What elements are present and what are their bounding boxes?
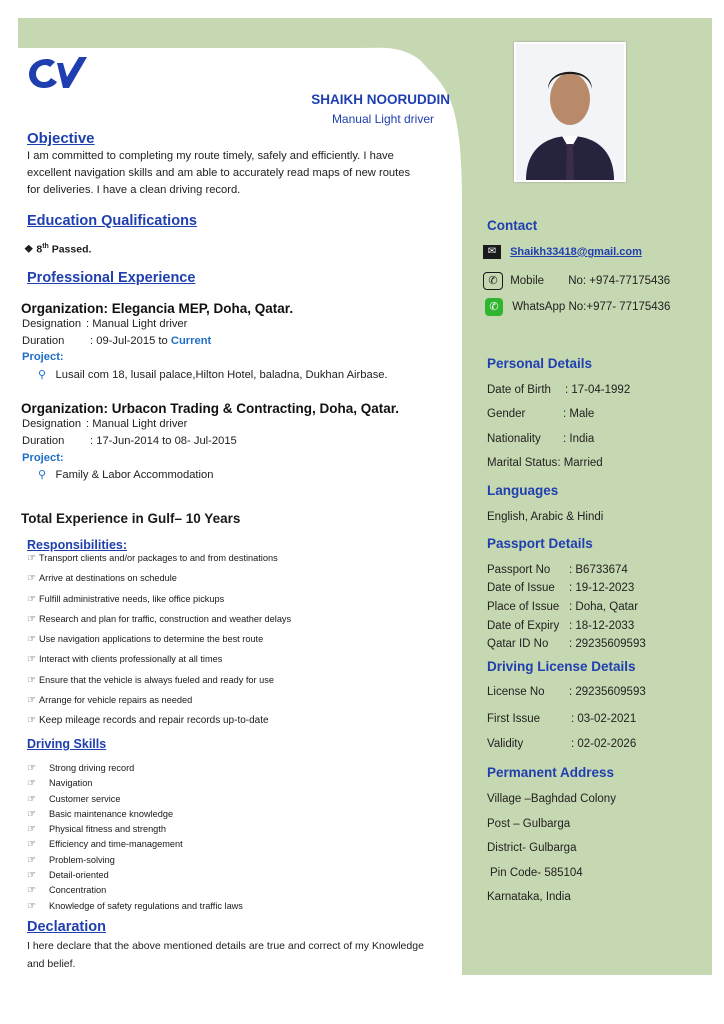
license-row: First Issue : 03-02-2021 (487, 713, 637, 725)
declaration-heading: Declaration (27, 919, 106, 935)
person-silhouette-icon (516, 44, 624, 180)
project-label: Project: (22, 351, 64, 363)
hand-pointer-icon: ☞ (27, 654, 36, 666)
experience-heading: Professional Experience (27, 270, 196, 286)
designation-row: Designation : Manual Light driver (22, 318, 188, 330)
list-item: ☞ Keep mileage records and repair records up-to-date (27, 715, 269, 727)
hand-pointer-icon: ☞ (27, 793, 36, 805)
duration-row: Duration : 09-Jul-2015 to Current (22, 335, 212, 347)
license-row: License No : 29235609593 (487, 686, 646, 698)
list-item: ☞ Transport clients and/or packages to and from destinations (27, 553, 278, 564)
list-item: ☞ Customer service (27, 793, 121, 805)
whatsapp-icon: ✆ (485, 298, 503, 316)
list-item: ☞ Arrange for vehicle repairs as needed (27, 695, 193, 707)
list-item: ☞ Ensure that the vehicle is always fueled and ready for use (27, 674, 274, 686)
whatsapp-row: ✆ WhatsApp No:+977- 77175436 (485, 298, 670, 316)
pin-icon: ⚲ (38, 469, 47, 481)
declaration-line: I here declare that the above mentioned details are true and correct of my Knowledge (27, 940, 424, 952)
hand-pointer-icon: ☞ (27, 839, 36, 851)
email-link[interactable]: Shaikh33418@gmail.com (510, 245, 642, 258)
address-heading: Permanent Address (487, 765, 615, 780)
job-title: Manual Light driver (331, 112, 434, 126)
designation-row: Designation : Manual Light driver (22, 418, 188, 430)
hand-pointer-icon: ☞ (27, 613, 36, 625)
organization-title: Organization: Urbacon Trading & Contracting, Doha, Qatar. (21, 401, 400, 416)
profile-photo (514, 42, 626, 182)
list-item: ☞ Physical fitness and strength (27, 824, 166, 836)
personal-heading: Personal Details (487, 356, 593, 371)
address-line: Post – Gulbarga (487, 818, 571, 830)
mobile-row: ✆ Mobile No: +974-77175436 (483, 272, 670, 290)
phone-icon: ✆ (483, 272, 503, 290)
hand-pointer-icon: ☞ (27, 715, 36, 727)
hand-pointer-icon: ☞ (27, 854, 36, 866)
email-row (483, 245, 642, 259)
list-item: ☞ Detail-oriented (27, 870, 109, 882)
objective-line: I am committed to completing my route timely, safely and efficiently. I have (27, 150, 394, 162)
address-line: District- Gulbarga (487, 842, 577, 854)
list-item: ☞ Concentration (27, 885, 107, 897)
education-item: ❖ 8th Passed. (24, 243, 92, 256)
passport-row: Place of Issue : Doha, Qatar (487, 601, 639, 613)
organization-title: Organization: Elegancia MEP, Doha, Qatar. (21, 301, 294, 316)
list-item: ☞ Problem-solving (27, 854, 115, 866)
hand-pointer-icon: ☞ (27, 573, 36, 585)
total-experience: Total Experience in Gulf– 10 Years (21, 511, 241, 526)
skills-heading: Driving Skills (27, 737, 107, 751)
passport-row: Date of Expiry : 18-12-2033 (487, 620, 635, 632)
hand-pointer-icon: ☞ (27, 634, 36, 646)
passport-heading: Passport Details (487, 536, 593, 551)
hand-pointer-icon: ☞ (27, 695, 36, 707)
list-item: ☞ Navigation (27, 778, 93, 790)
personal-row: Date of Birth : 17-04-1992 (487, 384, 631, 396)
list-item: ☞ Arrive at destinations on schedule (27, 573, 177, 585)
languages-text: English, Arabic & Hindi (487, 511, 604, 523)
personal-row: Nationality : India (487, 433, 595, 445)
envelope-icon: ✉ (483, 245, 501, 259)
candidate-name: SHAIKH NOORUDDIN (311, 92, 450, 107)
personal-row: Gender : Male (487, 408, 595, 420)
hand-pointer-icon: ☞ (27, 553, 36, 564)
passport-row: Qatar ID No : 29235609593 (487, 638, 646, 650)
list-item: ☞ Research and plan for traffic, construction and weather delays (27, 613, 292, 625)
license-heading: Driving License Details (487, 659, 636, 674)
hand-pointer-icon: ☞ (27, 808, 36, 820)
hand-pointer-icon: ☞ (27, 674, 36, 686)
address-line: Pin Code- 585104 (490, 867, 583, 879)
passport-row: Date of Issue : 19-12-2023 (487, 582, 635, 594)
objective-line: excellent navigation skills and am able to accurately read maps of new routes (27, 167, 411, 179)
contact-heading: Contact (487, 218, 538, 233)
address-line: Karnataka, India (487, 891, 571, 903)
project-item: ⚲ Family & Labor Accommodation (38, 469, 214, 481)
list-item: ☞ Efficiency and time-management (27, 839, 183, 851)
hand-pointer-icon: ☞ (27, 593, 36, 605)
list-item: ☞ Strong driving record (27, 763, 135, 774)
objective-heading: Objective (27, 130, 95, 147)
personal-row: Marital Status: Married (487, 457, 603, 469)
passport-row: Passport No : B6733674 (487, 564, 628, 576)
responsibilities-heading: Responsibilities: (27, 538, 128, 552)
education-heading: Education Qualifications (27, 213, 197, 229)
address-line: Village –Baghdad Colony (487, 793, 616, 805)
objective-line: for deliveries. I have a clean driving record. (27, 184, 241, 196)
pin-icon: ⚲ (38, 369, 47, 381)
hand-pointer-icon: ☞ (27, 763, 36, 774)
declaration-line: and belief. (27, 958, 76, 970)
list-item: ☞ Interact with clients professionally at all times (27, 654, 223, 666)
hand-pointer-icon: ☞ (27, 824, 36, 836)
hand-pointer-icon: ☞ (27, 870, 36, 882)
list-item: ☞ Knowledge of safety regulations and traffic laws (27, 900, 243, 912)
hand-pointer-icon: ☞ (27, 778, 36, 790)
responsibilities-list (27, 553, 291, 736)
list-item: ☞ Use navigation applications to determine the best route (27, 634, 264, 646)
list-item: ☞ Fulfill administrative needs, like office pickups (27, 593, 225, 605)
diamond-bullet-icon: ❖ (24, 243, 37, 256)
hand-pointer-icon: ☞ (27, 900, 36, 912)
languages-heading: Languages (487, 483, 559, 498)
list-item: ☞ Basic maintenance knowledge (27, 808, 174, 820)
duration-row: Duration : 17-Jun-2014 to 08- Jul-2015 (22, 435, 237, 447)
hand-pointer-icon: ☞ (27, 885, 36, 897)
project-label: Project: (22, 452, 64, 464)
license-row: Validity : 02-02-2026 (487, 738, 637, 750)
project-item: ⚲ Lusail com 18, lusail palace,Hilton Hotel, baladna, Dukhan Airbase. (38, 369, 388, 381)
skills-list (27, 763, 243, 916)
cv-logo (27, 55, 91, 91)
